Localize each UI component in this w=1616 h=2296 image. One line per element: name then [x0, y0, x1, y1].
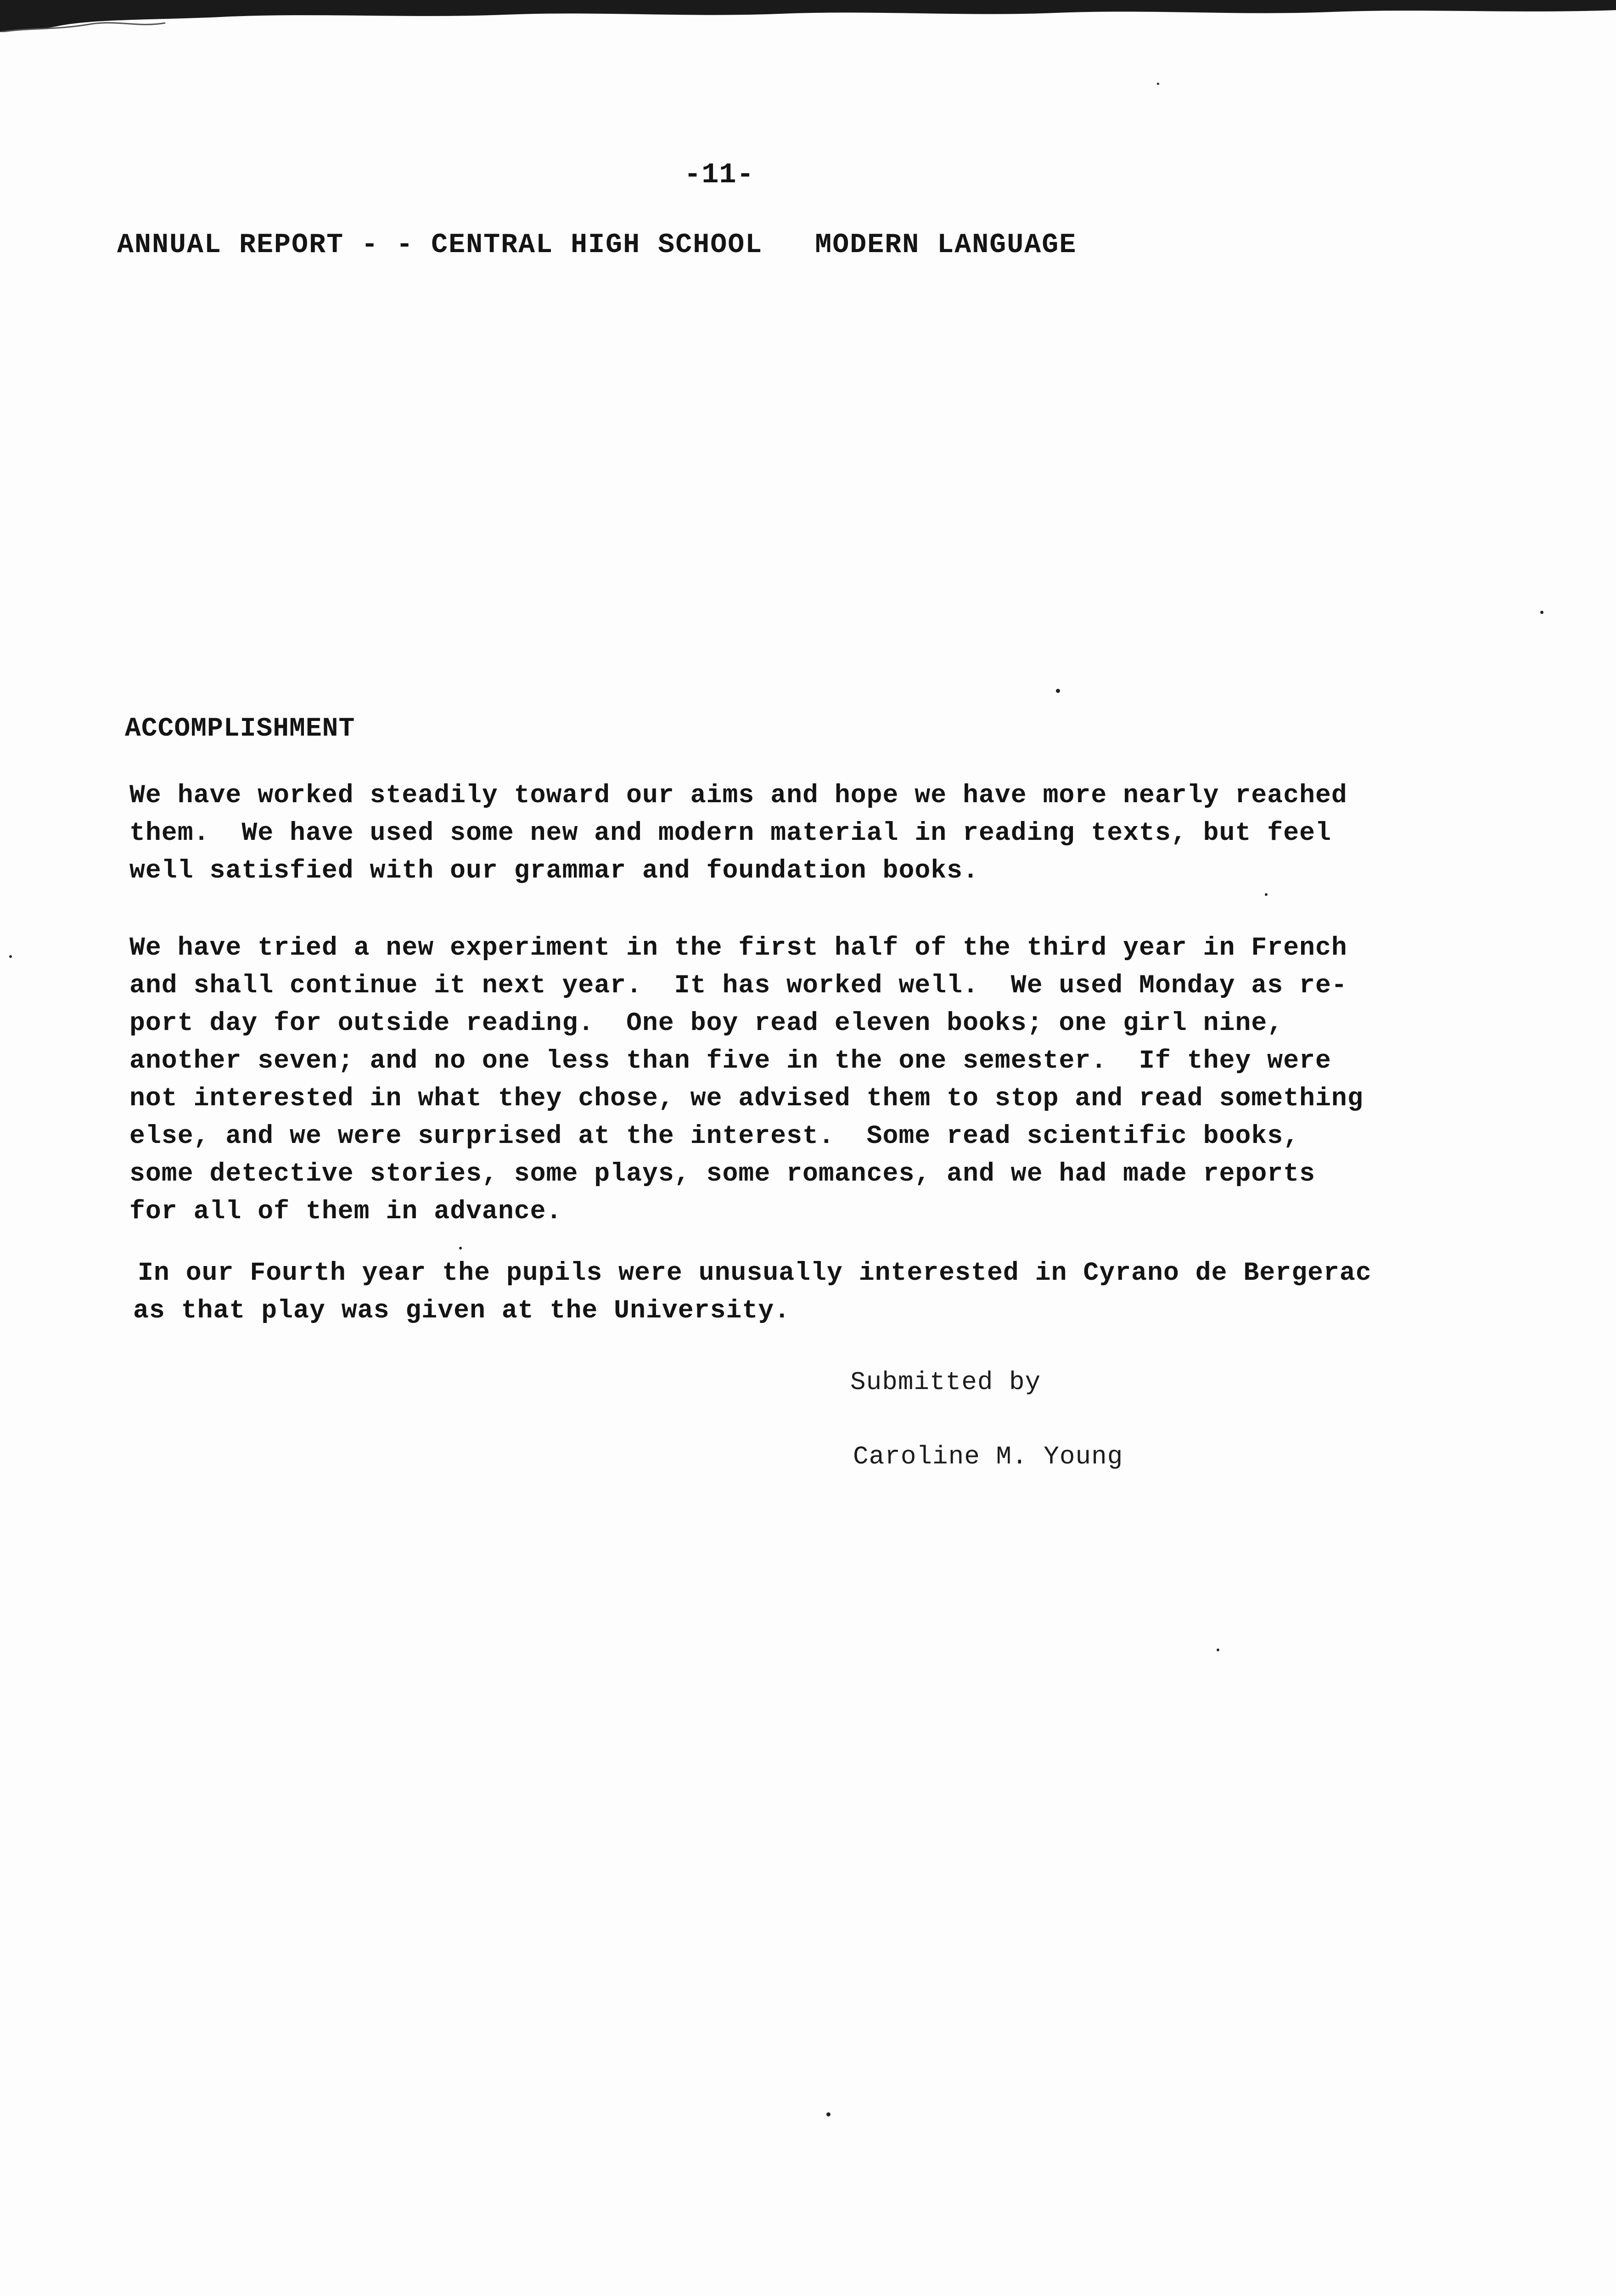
- paragraph-line: them. We have used some new and modern material in reading texts, but feel: [129, 818, 1331, 848]
- scan-speck: [1540, 611, 1543, 614]
- scan-speck: [1217, 1649, 1219, 1651]
- scan-speck: [1157, 83, 1159, 85]
- paragraph-line: as that play was given at the University.: [133, 1296, 791, 1325]
- scan-speck: [9, 955, 12, 958]
- author-name: Caroline M. Young: [853, 1442, 1123, 1471]
- paragraph-line: port day for outside reading. One boy read eleven books; one girl nine,: [129, 1008, 1284, 1038]
- paragraph-line: and shall continue it next year. It has worked well. We used Monday as re-: [129, 971, 1347, 1000]
- scan-speck: [1265, 893, 1268, 896]
- paragraph-line: some detective stories, some plays, some romances, and we had made reports: [129, 1159, 1316, 1188]
- paragraph-line: not interested in what they chose, we advised them to stop and read something: [129, 1084, 1364, 1113]
- torn-top-edge: [0, 0, 1616, 32]
- paragraph-line: for all of them in advance.: [129, 1197, 562, 1226]
- paragraph-line: We have tried a new experiment in the first half of the third year in French: [129, 933, 1347, 962]
- scan-speck: [459, 1247, 462, 1249]
- submitted-by-label: Submitted by: [850, 1367, 1041, 1397]
- page-number: -11-: [684, 158, 754, 191]
- paragraph-line: We have worked steadily toward our aims and hope we have more nearly reached: [129, 781, 1347, 810]
- scan-speck: [826, 2112, 830, 2116]
- report-header: ANNUAL REPORT - - CENTRAL HIGH SCHOOL MODERN LANGUAGE: [117, 230, 1077, 261]
- paragraph-line: well satisfied with our grammar and foundation books.: [129, 856, 979, 885]
- section-heading: ACCOMPLISHMENT: [125, 714, 355, 744]
- paragraph-line: another seven; and no one less than five in the one semester. If they were: [129, 1046, 1331, 1075]
- paragraph-line: In our Fourth year the pupils were unusually interested in Cyrano de Bergerac: [138, 1258, 1372, 1288]
- paragraph-line: else, and we were surprised at the interest. Some read scientific books,: [129, 1121, 1300, 1151]
- scan-speck: [1056, 689, 1060, 693]
